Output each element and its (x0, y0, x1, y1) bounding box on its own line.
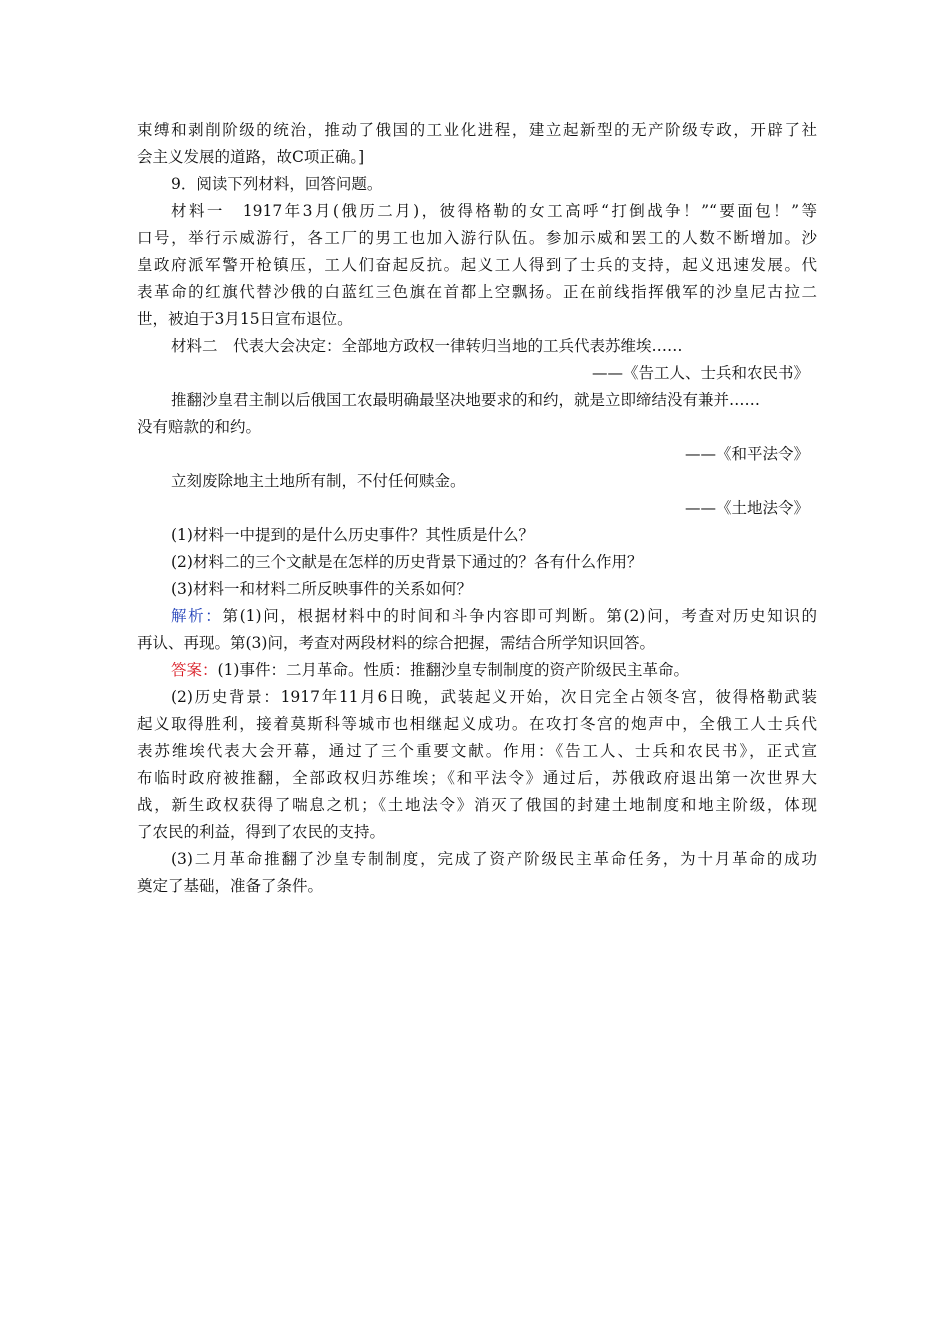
document-page (137, 117, 817, 900)
material-1-line-1: 材料一 1917年3月(俄历二月)，彼得格勒的女工高呼“打倒战争！”“要面包！”等 (171, 202, 817, 220)
material-1-line-5: 世，被迫于3月15日宣布退位。 (137, 310, 353, 328)
answer-2-line-2: 起义取得胜利，接着莫斯科等城市也相继起义成功。在攻打冬宫的炮声中，全俄工人士兵代 (137, 715, 817, 733)
analysis-label: 解析： (171, 607, 223, 625)
sub-question-2: (2)材料二的三个文献是在怎样的历史背景下通过的？各有什么作用？ (171, 553, 643, 571)
answer-3-line-2: 奠定了基础，准备了条件。 (137, 877, 324, 895)
question-9-stem: 9．阅读下列材料，回答问题。 (171, 175, 383, 193)
material-2-paragraph-2-line-1: 推翻沙皇君主制以后俄国工农最明确最坚决地要求的和约，就是立即缔结没有兼并…… (171, 391, 761, 409)
material-2-paragraph-1: 材料二 代表大会决定：全部地方政权一律转归当地的工兵代表苏维埃…… (171, 337, 683, 355)
answer-2-line-4: 布临时政府被推翻，全部政权归苏维埃；《和平法令》通过后，苏俄政府退出第一次世界大 (137, 769, 817, 787)
material-1-line-4: 表革命的红旗代替沙俄的白蓝红三色旗在首都上空飘扬。正在前线指挥俄军的沙皇尼古拉二 (137, 283, 817, 301)
continuation-line-2: 会主义发展的道路，故C项正确。] (137, 148, 365, 166)
sub-question-1: (1)材料一中提到的是什么历史事件？其性质是什么？ (171, 526, 534, 544)
material-1-line-3: 皇政府派军警开枪镇压，工人们奋起反抗。起义工人得到了士兵的支持，起义迅速发展。代 (137, 256, 817, 274)
answer-2-line-1: (2)历史背景：1917年11月6日晚，武装起义开始，次日完全占领冬宫，彼得格勒武装 (171, 688, 817, 706)
analysis-line-1 (137, 603, 817, 630)
answer-3-line-1: (3)二月革命推翻了沙皇专制制度，完成了资产阶级民主革命任务，为十月革命的成功 (171, 850, 817, 868)
material-2-source-3: ——《土地法令》 (684, 499, 809, 517)
answer-2-line-3: 表苏维埃代表大会开幕，通过了三个重要文献。作用：《告工人、士兵和农民书》，正式宣 (137, 742, 817, 760)
sub-question-3: (3)材料一和材料二所反映事件的关系如何？ (171, 580, 472, 598)
material-2-paragraph-3: 立刻废除地主土地所有制，不付任何赎金。 (171, 472, 466, 490)
analysis-line-2: 再认、再现。第(3)问，考查对两段材料的综合把握，需结合所学知识回答。 (137, 634, 655, 652)
material-2-paragraph-2-line-2: 没有赔款的和约。 (137, 418, 262, 436)
answer-2-line-5: 战，新生政权获得了喘息之机；《土地法令》消灭了俄国的封建土地制度和地主阶级，体现 (137, 796, 817, 814)
material-2-source-2: ——《和平法令》 (684, 445, 809, 463)
continuation-line-1: 束缚和剥削阶级的统治，推动了俄国的工业化进程，建立起新型的无产阶级专政，开辟了社 (137, 121, 817, 139)
material-2-source-1: ——《告工人、士兵和农民书》 (591, 364, 809, 382)
answer-1-text: (1)事件：二月革命。性质：推翻沙皇专制制度的资产阶级民主革命。 (217, 661, 689, 679)
answer-line-1 (137, 657, 817, 684)
analysis-text-1: 第(1)问，根据材料中的时间和斗争内容即可判断。第(2)问，考查对历史知识的 (222, 607, 817, 625)
answer-2-line-6: 了农民的利益，得到了农民的支持。 (137, 823, 386, 841)
material-1-line-2: 口号，举行示威游行，各工厂的男工也加入游行队伍。参加示威和罢工的人数不断增加。沙 (137, 229, 817, 247)
answer-label: 答案： (171, 661, 218, 679)
